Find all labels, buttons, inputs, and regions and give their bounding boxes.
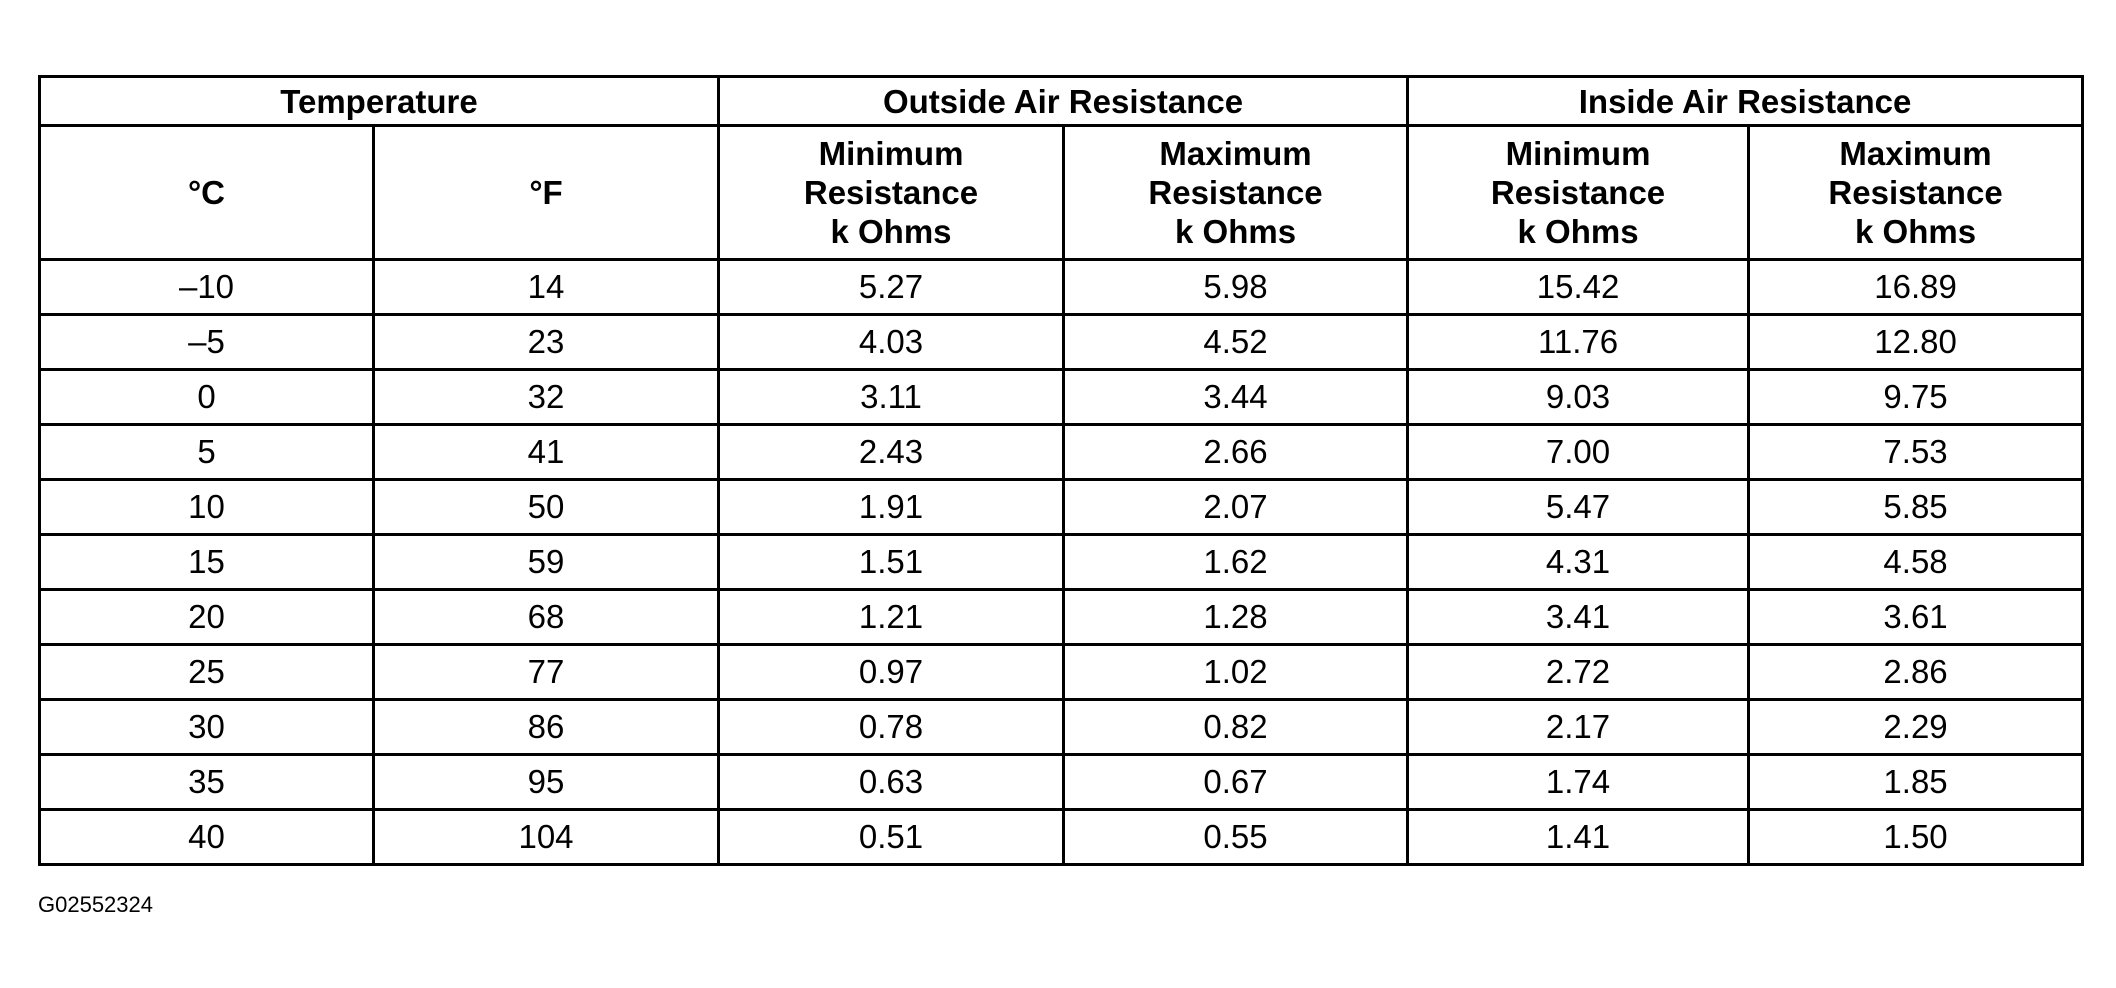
cell-outside-max: 2.07 [1064, 480, 1408, 535]
sub-header-outside-minimum [719, 126, 1064, 260]
sub-header-row [40, 126, 2083, 260]
sub-header-inside-minimum [1408, 126, 1749, 260]
table-row [40, 535, 2083, 590]
cell-celsius: 35 [40, 755, 374, 810]
group-header-row [40, 77, 2083, 126]
cell-outside-max: 2.66 [1064, 425, 1408, 480]
cell-outside-min: 0.97 [719, 645, 1064, 700]
cell-inside-min: 7.00 [1408, 425, 1749, 480]
cell-celsius: 25 [40, 645, 374, 700]
cell-celsius: 5 [40, 425, 374, 480]
cell-fahrenheit: 59 [374, 535, 719, 590]
cell-inside-min: 9.03 [1408, 370, 1749, 425]
sub-header-line: Minimum [1505, 135, 1651, 172]
cell-fahrenheit: 86 [374, 700, 719, 755]
sub-header-line: °F [529, 174, 563, 211]
sub-header-line: k Ohms [1175, 213, 1297, 250]
cell-fahrenheit: 41 [374, 425, 719, 480]
resistance-table-container [38, 75, 2081, 866]
cell-outside-min: 2.43 [719, 425, 1064, 480]
cell-inside-max: 4.58 [1749, 535, 2083, 590]
table-row [40, 425, 2083, 480]
cell-inside-min: 1.74 [1408, 755, 1749, 810]
sub-header-line: Maximum [1159, 135, 1312, 172]
cell-outside-max: 4.52 [1064, 315, 1408, 370]
cell-outside-max: 1.02 [1064, 645, 1408, 700]
cell-fahrenheit: 23 [374, 315, 719, 370]
cell-celsius: 40 [40, 810, 374, 865]
cell-inside-min: 5.47 [1408, 480, 1749, 535]
cell-outside-max: 1.62 [1064, 535, 1408, 590]
cell-inside-max: 2.86 [1749, 645, 2083, 700]
table-row [40, 645, 2083, 700]
cell-celsius: –5 [40, 315, 374, 370]
cell-inside-max: 9.75 [1749, 370, 2083, 425]
sub-header-inside-maximum [1749, 126, 2083, 260]
cell-inside-max: 2.29 [1749, 700, 2083, 755]
cell-outside-min: 1.91 [719, 480, 1064, 535]
cell-celsius: 20 [40, 590, 374, 645]
sub-header-line: °C [187, 174, 226, 211]
sub-header-line: k Ohms [1855, 213, 1977, 250]
cell-outside-max: 5.98 [1064, 260, 1408, 315]
cell-outside-min: 1.51 [719, 535, 1064, 590]
sub-header-line: k Ohms [830, 213, 952, 250]
cell-celsius: –10 [40, 260, 374, 315]
group-header-inside-air-resistance: Inside Air Resistance [1408, 77, 2083, 126]
cell-inside-max: 1.85 [1749, 755, 2083, 810]
cell-inside-max: 7.53 [1749, 425, 2083, 480]
sub-header-outside-maximum [1064, 126, 1408, 260]
cell-outside-min: 3.11 [719, 370, 1064, 425]
sub-header-line: Minimum [818, 135, 964, 172]
cell-fahrenheit: 14 [374, 260, 719, 315]
cell-fahrenheit: 50 [374, 480, 719, 535]
table-row [40, 590, 2083, 645]
cell-fahrenheit: 77 [374, 645, 719, 700]
sub-header-line: Maximum [1839, 135, 1992, 172]
cell-inside-max: 16.89 [1749, 260, 2083, 315]
cell-fahrenheit: 95 [374, 755, 719, 810]
cell-celsius: 30 [40, 700, 374, 755]
cell-outside-min: 0.51 [719, 810, 1064, 865]
cell-inside-min: 4.31 [1408, 535, 1749, 590]
sub-header-fahrenheit [374, 126, 719, 260]
resistance-table [38, 75, 2084, 866]
cell-inside-max: 1.50 [1749, 810, 2083, 865]
sub-header-line: Resistance [1148, 174, 1323, 211]
cell-fahrenheit: 104 [374, 810, 719, 865]
table-row [40, 370, 2083, 425]
cell-outside-min: 4.03 [719, 315, 1064, 370]
sub-header-line: Resistance [803, 174, 979, 211]
cell-inside-min: 3.41 [1408, 590, 1749, 645]
cell-inside-min: 11.76 [1408, 315, 1749, 370]
cell-celsius: 15 [40, 535, 374, 590]
cell-outside-min: 5.27 [719, 260, 1064, 315]
cell-fahrenheit: 68 [374, 590, 719, 645]
table-row [40, 700, 2083, 755]
sub-header-line: Resistance [1490, 174, 1666, 211]
table-row [40, 260, 2083, 315]
table-row [40, 810, 2083, 865]
sub-header-line: k Ohms [1517, 213, 1639, 250]
cell-outside-max: 0.67 [1064, 755, 1408, 810]
cell-outside-min: 0.63 [719, 755, 1064, 810]
cell-outside-max: 0.55 [1064, 810, 1408, 865]
cell-outside-max: 1.28 [1064, 590, 1408, 645]
cell-celsius: 10 [40, 480, 374, 535]
sub-header-line: Resistance [1828, 174, 2003, 211]
cell-inside-min: 1.41 [1408, 810, 1749, 865]
cell-inside-min: 2.72 [1408, 645, 1749, 700]
cell-fahrenheit: 32 [374, 370, 719, 425]
table-row [40, 315, 2083, 370]
cell-inside-max: 3.61 [1749, 590, 2083, 645]
cell-inside-max: 5.85 [1749, 480, 2083, 535]
group-header-outside-air-resistance: Outside Air Resistance [719, 77, 1408, 126]
cell-outside-max: 3.44 [1064, 370, 1408, 425]
figure-id: G02552324 [38, 892, 153, 917]
table-row [40, 755, 2083, 810]
cell-outside-min: 1.21 [719, 590, 1064, 645]
sub-header-celsius [40, 126, 374, 260]
cell-outside-max: 0.82 [1064, 700, 1408, 755]
cell-celsius: 0 [40, 370, 374, 425]
cell-inside-min: 2.17 [1408, 700, 1749, 755]
group-header-temperature: Temperature [40, 77, 719, 126]
cell-inside-max: 12.80 [1749, 315, 2083, 370]
cell-outside-min: 0.78 [719, 700, 1064, 755]
table-body [40, 260, 2083, 865]
table-row [40, 480, 2083, 535]
cell-inside-min: 15.42 [1408, 260, 1749, 315]
